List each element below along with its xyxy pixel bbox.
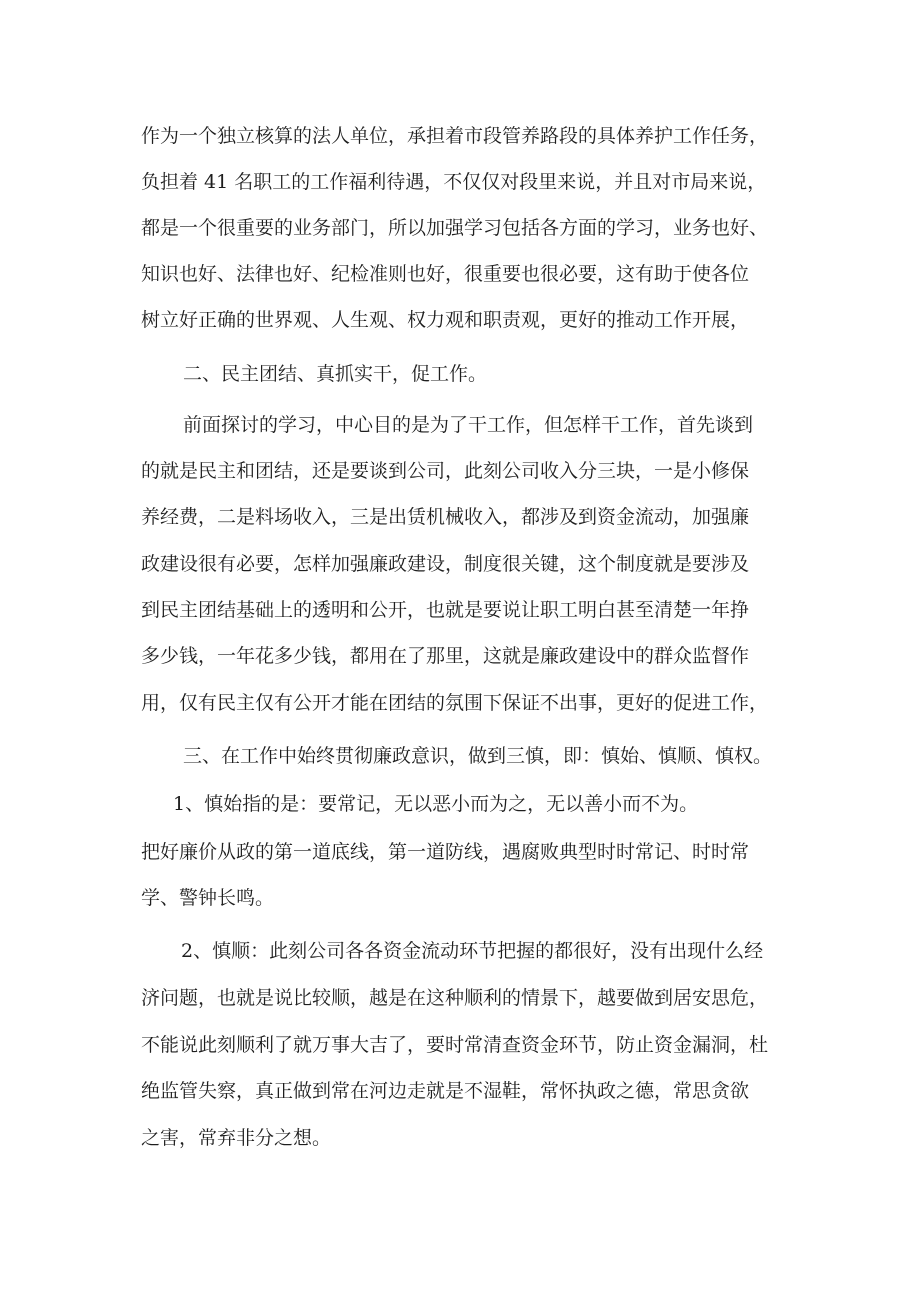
paragraph-line: 的就是民主和团结，还是要谈到公司，此刻公司收入分三块，一是小修保: [141, 460, 750, 482]
paragraph-line: 济问题，也就是说比较顺，越是在这种顺利的情景下，越要做到居安思危，: [141, 987, 769, 1009]
section-heading-two: 二、民主团结、真抓实干，促工作。: [183, 363, 488, 385]
paragraph-line: 树立好正确的世界观、人生观、权力观和职责观，更好的推动工作开展，: [141, 309, 750, 331]
paragraph-line: 绝监管失察，真正做到常在河边走就是不湿鞋，常怀执政之德，常思贪欲: [141, 1080, 750, 1102]
paragraph-line: 学、警钟长鸣。: [141, 887, 275, 909]
paragraph-line: 之害，常弃非分之想。: [141, 1127, 332, 1149]
paragraph-line: 政建设很有必要，怎样加强廉政建设，制度很关键，这个制度就是要涉及: [141, 553, 750, 575]
paragraph-line: 知识也好、法律也好、纪检准则也好，很重要也很必要，这有助于使各位: [141, 263, 750, 285]
paragraph-line: 用，仅有民主仅有公开才能在团结的氛围下保证不出事，更好的促进工作，: [141, 692, 769, 714]
paragraph-line: 养经费，二是料场收入，三是出赁机械收入，都涉及到资金流动，加强廉: [141, 506, 750, 528]
paragraph-line: 到民主团结基础上的透明和公开，也就是要说让职工明白甚至清楚一年挣: [141, 599, 750, 621]
paragraph-line: 都是一个很重要的业务部门，所以加强学习包括各方面的学习，业务也好、: [141, 217, 769, 239]
numbered-item-two: 2、慎顺：此刻公司各各资金流动环节把握的都很好，没有出现什么经: [181, 940, 764, 962]
paragraph-line: 负担着 41 名职工的工作福利待遇，不仅仅对段里来说，并且对市局来说，: [141, 171, 767, 193]
paragraph-line: 作为一个独立核算的法人单位，承担着市段管养路段的具体养护工作任务，: [141, 125, 769, 147]
numbered-item-one: 1、慎始指的是：要常记，无以恶小而为之，无以善小而不为。: [173, 793, 699, 815]
paragraph-line: 不能说此刻顺利了就万事大吉了，要时常清查资金环节，防止资金漏洞，杜: [141, 1034, 769, 1056]
paragraph-line: 把好廉价从政的第一道底线，第一道防线，遇腐败典型时时常记、时时常: [141, 841, 750, 863]
paragraph-line: 前面探讨的学习，中心目的是为了干工作，但怎样干工作，首先谈到: [183, 414, 754, 436]
paragraph-line: 多少钱，一年花多少钱，都用在了那里，这就是廉政建设中的群众监督作: [141, 645, 750, 667]
section-heading-three: 三、在工作中始终贯彻廉政意识，做到三慎，即：慎始、慎顺、慎权。: [183, 745, 773, 767]
